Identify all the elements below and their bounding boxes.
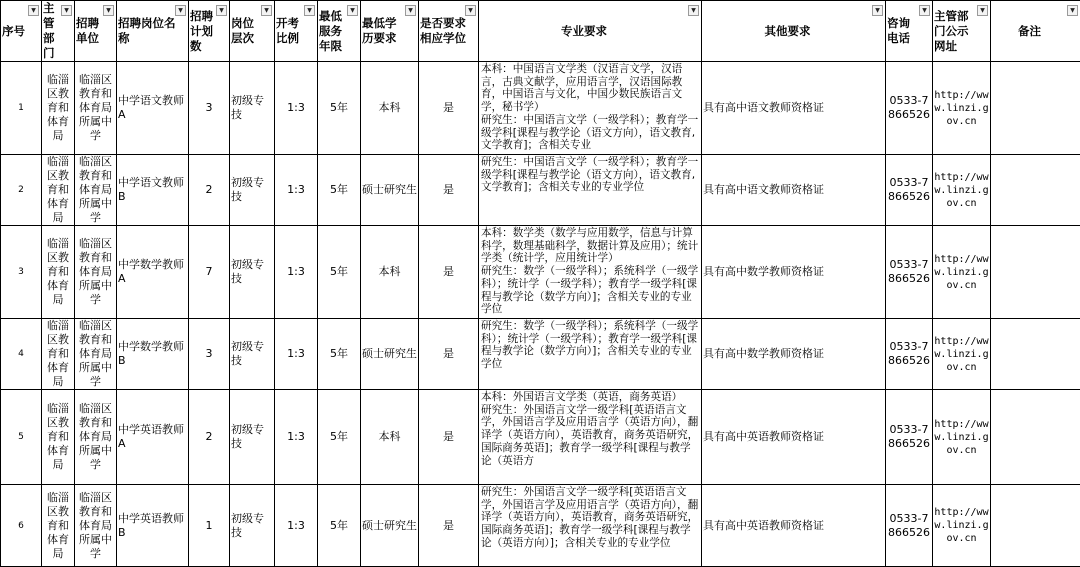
cell-phone[interactable]: 0533-7866526 (886, 390, 933, 485)
cell-years[interactable]: 5年 (318, 319, 361, 390)
header-cell-no[interactable] (1, 1, 42, 62)
cell-unit[interactable]: 临淄区教育和体育局所属中学 (75, 485, 117, 567)
filter-dropdown-icon[interactable]: ▼ (347, 5, 358, 16)
cell-no[interactable]: 6 (1, 485, 42, 567)
cell-major[interactable] (479, 390, 702, 485)
cell-unit[interactable]: 临淄区教育和体育局所属中学 (75, 155, 117, 226)
cell-unit[interactable]: 临淄区教育和体育局所属中学 (75, 226, 117, 319)
cell-no[interactable]: 5 (1, 390, 42, 485)
cell-post[interactable]: 中学英语教师A (117, 390, 189, 485)
cell-post[interactable]: 中学英语教师B (117, 485, 189, 567)
major-text: 研究生：中国语言文学（一级学科）；教育学一级学科[课程与教学论（语文方向），语文教育,文学教育]；含相关专业的专业学位 (481, 156, 699, 194)
header-cell-remark[interactable] (991, 1, 1080, 62)
header-label: 咨询电话 (887, 16, 931, 46)
cell-ratio[interactable]: 1:3 (275, 390, 318, 485)
cell-edu[interactable]: 硕士研究生 (361, 485, 419, 567)
cell-major[interactable] (479, 319, 702, 390)
cell-unit[interactable]: 临淄区教育和体育局所属中学 (75, 62, 117, 155)
cell-count[interactable]: 3 (189, 319, 230, 390)
filter-dropdown-icon[interactable]: ▼ (61, 5, 72, 16)
cell-phone[interactable]: 0533-7866526 (886, 226, 933, 319)
header-cell-edu[interactable] (361, 1, 419, 62)
header-label: 备注 (992, 24, 1079, 39)
header-cell-count[interactable] (189, 1, 230, 62)
header-cell-level[interactable] (230, 1, 275, 62)
cell-edu[interactable]: 本科 (361, 62, 419, 155)
cell-remark[interactable] (991, 226, 1080, 319)
cell-level[interactable]: 初级专技 (230, 319, 275, 390)
cell-post[interactable]: 中学语文教师A (117, 62, 189, 155)
cell-dept[interactable]: 临淄区教育和体育局 (42, 485, 75, 567)
cell-url[interactable]: http://www.linzi.gov.cn (933, 390, 991, 485)
header-label: 其他要求 (703, 24, 884, 39)
cell-remark[interactable] (991, 155, 1080, 226)
cell-dept[interactable]: 临淄区教育和体育局 (42, 226, 75, 319)
cell-url[interactable]: http://www.linzi.gov.cn (933, 319, 991, 390)
cell-post[interactable]: 中学语文教师B (117, 155, 189, 226)
filter-dropdown-icon[interactable]: ▼ (465, 5, 476, 16)
cell-degree[interactable]: 是 (419, 155, 479, 226)
filter-dropdown-icon[interactable]: ▼ (688, 5, 699, 16)
cell-years[interactable]: 5年 (318, 485, 361, 567)
cell-unit[interactable]: 临淄区教育和体育局所属中学 (75, 390, 117, 485)
header-row (1, 1, 1080, 62)
cell-other[interactable]: 具有高中数学教师资格证 (702, 226, 886, 319)
filter-dropdown-icon[interactable]: ▼ (103, 5, 114, 16)
cell-level[interactable]: 初级专技 (230, 390, 275, 485)
cell-remark[interactable] (991, 485, 1080, 567)
header-label: 招聘岗位名称 (118, 16, 187, 46)
cell-url[interactable]: http://www.linzi.gov.cn (933, 226, 991, 319)
header-label: 主管部门公示网址 (934, 9, 989, 54)
cell-url[interactable]: http://www.linzi.gov.cn (933, 62, 991, 155)
filter-dropdown-icon[interactable]: ▼ (261, 5, 272, 16)
header-cell-phone[interactable] (886, 1, 933, 62)
header-cell-major[interactable] (479, 1, 702, 62)
header-label: 最低学历要求 (362, 16, 417, 46)
cell-dept[interactable]: 临淄区教育和体育局 (42, 62, 75, 155)
cell-ratio[interactable]: 1:3 (275, 62, 318, 155)
cell-edu[interactable]: 硕士研究生 (361, 319, 419, 390)
cell-edu[interactable]: 本科 (361, 226, 419, 319)
cell-degree[interactable]: 是 (419, 226, 479, 319)
cell-unit[interactable]: 临淄区教育和体育局所属中学 (75, 319, 117, 390)
table-row (1, 319, 1080, 390)
major-text: 研究生：外国语言文学一级学科[英语语言文学，外国语言学及应用语言学（英语方向），翻译学（英语方向），英语教育，商务英语研究，国际商务英语]；教育学一级学科[课程与教学论（英语方向）]；含相关专业的专业学位 (481, 486, 699, 550)
major-text: 本科：外国语言文学类（英语，商务英语） 研究生：外国语言文学一级学科[英语语言文学，外国语言学及应用语言学（英语方向），翻译学（英语方向），英语教育，商务英语研究，国际商务英语]；教育学一级学科[课程与教学论（英语方 (481, 391, 699, 467)
filter-dropdown-icon[interactable]: ▼ (919, 5, 930, 16)
cell-other[interactable]: 具有高中英语教师资格证 (702, 485, 886, 567)
filter-dropdown-icon[interactable]: ▼ (304, 5, 315, 16)
filter-dropdown-icon[interactable]: ▼ (405, 5, 416, 16)
header-label: 序号 (2, 24, 40, 39)
cell-phone[interactable]: 0533-7866526 (886, 62, 933, 155)
cell-major[interactable] (479, 62, 702, 155)
cell-level[interactable]: 初级专技 (230, 62, 275, 155)
cell-dept[interactable]: 临淄区教育和体育局 (42, 155, 75, 226)
filter-dropdown-icon[interactable]: ▼ (1067, 5, 1078, 16)
filter-dropdown-icon[interactable]: ▼ (216, 5, 227, 16)
cell-no[interactable]: 3 (1, 226, 42, 319)
header-cell-dept[interactable] (42, 1, 75, 62)
cell-count[interactable]: 1 (189, 485, 230, 567)
cell-count[interactable]: 3 (189, 62, 230, 155)
header-cell-unit[interactable] (75, 1, 117, 62)
cell-edu[interactable]: 本科 (361, 390, 419, 485)
major-text: 研究生：数学（一级学科）；系统科学（一级学科）；统计学（一级学科）；教育学一级学科[课程与教学论（数学方向）]；含相关专业的专业学位 (481, 320, 699, 371)
table-row (1, 155, 1080, 226)
cell-major[interactable] (479, 155, 702, 226)
filter-dropdown-icon[interactable]: ▼ (175, 5, 186, 16)
header-label: 是否要求相应学位 (420, 16, 477, 46)
cell-no[interactable]: 1 (1, 62, 42, 155)
cell-ratio[interactable]: 1:3 (275, 319, 318, 390)
cell-phone[interactable]: 0533-7866526 (886, 155, 933, 226)
major-text: 本科：数学类（数学与应用数学，信息与计算科学，数理基础科学，数据计算及应用）；统计学类（统计学，应用统计学） 研究生：数学（一级学科）；系统科学（一级学科）；统计学（一级学科）；教育学一级学科[课程与教学论（数学方向）]；含相关专业的专业学位 (481, 227, 699, 316)
cell-level[interactable]: 初级专技 (230, 485, 275, 567)
cell-years[interactable]: 5年 (318, 390, 361, 485)
cell-post[interactable]: 中学数学教师B (117, 319, 189, 390)
cell-post[interactable]: 中学数学教师A (117, 226, 189, 319)
cell-years[interactable]: 5年 (318, 62, 361, 155)
cell-level[interactable]: 初级专技 (230, 226, 275, 319)
cell-other[interactable]: 具有高中语文教师资格证 (702, 155, 886, 226)
table-row (1, 485, 1080, 567)
cell-phone[interactable]: 0533-7866526 (886, 319, 933, 390)
cell-remark[interactable] (991, 390, 1080, 485)
cell-dept[interactable]: 临淄区教育和体育局 (42, 319, 75, 390)
header-label: 岗位层次 (231, 16, 273, 46)
header-label: 招聘计划数 (190, 9, 228, 54)
filter-dropdown-icon[interactable]: ▼ (872, 5, 883, 16)
cell-degree[interactable]: 是 (419, 485, 479, 567)
cell-ratio[interactable]: 1:3 (275, 485, 318, 567)
cell-other[interactable]: 具有高中语文教师资格证 (702, 62, 886, 155)
header-cell-post[interactable] (117, 1, 189, 62)
cell-major[interactable] (479, 485, 702, 567)
cell-degree[interactable]: 是 (419, 390, 479, 485)
header-cell-other[interactable] (702, 1, 886, 62)
cell-url[interactable]: http://www.linzi.gov.cn (933, 485, 991, 567)
header-cell-ratio[interactable] (275, 1, 318, 62)
header-label: 开考比例 (276, 16, 316, 46)
header-cell-url[interactable] (933, 1, 991, 62)
header-cell-degree[interactable] (419, 1, 479, 62)
cell-no[interactable]: 4 (1, 319, 42, 390)
table-row (1, 226, 1080, 319)
header-cell-years[interactable] (318, 1, 361, 62)
cell-degree[interactable]: 是 (419, 62, 479, 155)
filter-dropdown-icon[interactable]: ▼ (977, 5, 988, 16)
table-row (1, 390, 1080, 485)
cell-years[interactable]: 5年 (318, 155, 361, 226)
major-text: 本科：中国语言文学类（汉语言文学，汉语言，古典文献学，应用语言学，汉语国际教育，中国语言与文化，中国少数民族语言文学，秘书学） 研究生：中国语言文学（一级学科）；教育学一级学科[课程与教学论（语文方向），语文教育,文学教育]；含相关专业 (481, 63, 699, 152)
header-label: 最低服务年限 (319, 9, 359, 54)
header-label: 主管部门 (43, 1, 73, 61)
cell-count[interactable]: 2 (189, 390, 230, 485)
cell-major[interactable] (479, 226, 702, 319)
header-label: 专业要求 (480, 24, 700, 39)
cell-phone[interactable]: 0533-7866526 (886, 485, 933, 567)
cell-remark[interactable] (991, 62, 1080, 155)
cell-degree[interactable]: 是 (419, 319, 479, 390)
cell-other[interactable]: 具有高中英语教师资格证 (702, 390, 886, 485)
cell-url[interactable]: http://www.linzi.gov.cn (933, 155, 991, 226)
header-label: 招聘单位 (76, 16, 115, 46)
cell-dept[interactable]: 临淄区教育和体育局 (42, 390, 75, 485)
cell-ratio[interactable]: 1:3 (275, 226, 318, 319)
cell-no[interactable]: 2 (1, 155, 42, 226)
table-row (1, 62, 1080, 155)
filter-dropdown-icon[interactable]: ▼ (28, 5, 39, 16)
cell-other[interactable]: 具有高中数学教师资格证 (702, 319, 886, 390)
cell-remark[interactable] (991, 319, 1080, 390)
cell-level[interactable]: 初级专技 (230, 155, 275, 226)
cell-count[interactable]: 2 (189, 155, 230, 226)
cell-ratio[interactable]: 1:3 (275, 155, 318, 226)
cell-count[interactable]: 7 (189, 226, 230, 319)
cell-edu[interactable]: 硕士研究生 (361, 155, 419, 226)
cell-years[interactable]: 5年 (318, 226, 361, 319)
